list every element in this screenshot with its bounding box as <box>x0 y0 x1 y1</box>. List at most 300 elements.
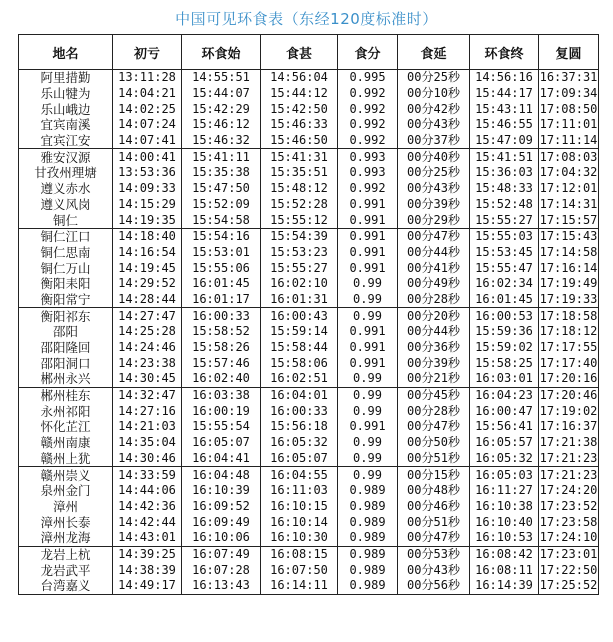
magnitude-cell: 0.991 <box>338 419 398 435</box>
table-row <box>19 324 599 340</box>
annular-start-cell: 16:02:40 <box>182 371 261 387</box>
duration-cell: 00分37秒 <box>398 133 470 149</box>
annular-start-cell: 16:01:17 <box>182 292 261 308</box>
duration-cell: 00分53秒 <box>398 546 470 562</box>
location-cell: 甘孜州理塘 <box>19 165 113 181</box>
annular-end-cell: 15:46:55 <box>470 117 539 133</box>
table-row <box>19 308 599 324</box>
annular-end-cell: 16:10:53 <box>470 530 539 546</box>
first-contact-cell: 14:18:40 <box>113 228 182 244</box>
location-cell: 泉州金门 <box>19 483 113 499</box>
first-contact-cell: 14:02:25 <box>113 101 182 117</box>
table-row <box>19 276 599 292</box>
magnitude-cell: 0.992 <box>338 117 398 133</box>
annular-end-cell: 16:08:42 <box>470 546 539 562</box>
last-contact-cell: 17:04:32 <box>539 165 598 180</box>
annular-start-cell: 16:09:49 <box>182 514 261 530</box>
annular-end-cell: 15:41:51 <box>470 149 539 165</box>
magnitude-cell: 0.989 <box>338 530 398 546</box>
annular-start-cell: 16:03:38 <box>182 387 261 403</box>
annular-start-cell: 15:57:46 <box>182 355 261 371</box>
duration-cell: 00分21秒 <box>398 371 470 387</box>
maximum-cell: 15:59:14 <box>261 324 338 340</box>
first-contact-cell: 13:11:28 <box>113 70 182 86</box>
annular-end-cell: 15:47:09 <box>470 133 539 149</box>
magnitude-cell: 0.99 <box>338 371 398 387</box>
table-body <box>19 70 599 595</box>
table-row <box>19 165 599 181</box>
table-row <box>19 101 599 117</box>
last-contact-cell: 17:20:46 <box>539 388 598 403</box>
table-row <box>19 133 599 149</box>
magnitude-cell: 0.99 <box>338 435 398 451</box>
annular-end-cell: 16:04:23 <box>470 387 539 403</box>
first-contact-cell: 14:21:03 <box>113 419 182 435</box>
last-contact-cell: 17:08:50 <box>539 101 598 116</box>
annular-end-cell: 15:48:33 <box>470 181 539 197</box>
last-contact-cell: 17:15:57 <box>539 212 598 227</box>
annular-start-cell: 16:04:41 <box>182 451 261 467</box>
annular-start-cell: 15:35:38 <box>182 165 261 181</box>
location-cell: 邵阳洞口 <box>19 355 113 371</box>
duration-cell: 00分49秒 <box>398 276 470 292</box>
annular-start-cell: 16:05:07 <box>182 435 261 451</box>
first-contact-header: 初亏 <box>113 35 182 70</box>
annular-start-cell: 16:00:33 <box>182 308 261 324</box>
table-row <box>19 181 599 197</box>
magnitude-cell: 0.992 <box>338 101 398 117</box>
last-contact-cell: 17:22:50 <box>539 562 598 577</box>
location-cell: 赣州上犹 <box>19 451 113 467</box>
table-row <box>19 546 599 562</box>
duration-cell: 00分41秒 <box>398 260 470 276</box>
eclipse-table <box>18 34 599 595</box>
last-contact-cell: 17:08:03 <box>539 149 598 164</box>
first-contact-cell: 14:16:54 <box>113 245 182 261</box>
annular-end-cell: 16:02:34 <box>470 276 539 292</box>
magnitude-cell: 0.99 <box>338 403 398 419</box>
magnitude-cell: 0.991 <box>338 245 398 261</box>
table-row <box>19 149 599 165</box>
maximum-cell: 16:07:50 <box>261 562 338 578</box>
duration-cell: 00分20秒 <box>398 308 470 324</box>
annular-start-cell: 16:09:52 <box>182 499 261 515</box>
annular-start-cell: 15:55:54 <box>182 419 261 435</box>
duration-cell: 00分25秒 <box>398 70 470 86</box>
annular-start-cell: 15:58:52 <box>182 324 261 340</box>
maximum-cell: 15:55:12 <box>261 212 338 228</box>
duration-header: 食延 <box>398 35 470 70</box>
magnitude-cell: 0.99 <box>338 467 398 483</box>
last-contact-cell: 17:23:52 <box>539 498 598 513</box>
annular-end-cell: 15:53:45 <box>470 245 539 261</box>
table-row <box>19 245 599 261</box>
maximum-cell: 15:35:51 <box>261 165 338 181</box>
table-row <box>19 467 599 483</box>
magnitude-cell: 0.991 <box>338 197 398 213</box>
first-contact-cell: 14:24:46 <box>113 340 182 356</box>
annular-end-cell: 16:05:57 <box>470 435 539 451</box>
maximum-cell: 16:02:10 <box>261 276 338 292</box>
duration-cell: 00分42秒 <box>398 101 470 117</box>
maximum-cell: 15:58:06 <box>261 355 338 371</box>
first-contact-cell: 14:27:47 <box>113 308 182 324</box>
location-cell: 阿里措勤 <box>19 70 113 86</box>
annular-start-cell: 16:07:28 <box>182 562 261 578</box>
table-row <box>19 340 599 356</box>
location-cell: 龙岩武平 <box>19 562 113 578</box>
location-cell: 宜宾江安 <box>19 133 113 149</box>
duration-cell: 00分46秒 <box>398 499 470 515</box>
duration-cell: 00分45秒 <box>398 387 470 403</box>
first-contact-cell: 14:32:47 <box>113 387 182 403</box>
duration-cell: 00分51秒 <box>398 514 470 530</box>
location-cell: 永州祁阳 <box>19 403 113 419</box>
last-contact-cell: 17:19:49 <box>539 276 598 291</box>
maximum-header: 食甚 <box>261 35 338 70</box>
location-cell: 遵义风岗 <box>19 197 113 213</box>
first-contact-cell: 14:44:06 <box>113 483 182 499</box>
table-row <box>19 403 599 419</box>
table-row <box>19 435 599 451</box>
first-contact-cell: 14:23:38 <box>113 355 182 371</box>
magnitude-cell: 0.992 <box>338 86 398 102</box>
duration-cell: 00分47秒 <box>398 530 470 546</box>
maximum-cell: 16:10:30 <box>261 530 338 546</box>
annular-end-cell: 16:05:32 <box>470 451 539 467</box>
maximum-cell: 15:56:18 <box>261 419 338 435</box>
first-contact-cell: 14:25:28 <box>113 324 182 340</box>
first-contact-cell: 14:19:45 <box>113 260 182 276</box>
annular-end-cell: 16:01:45 <box>470 292 539 308</box>
first-contact-cell: 14:00:41 <box>113 149 182 165</box>
magnitude-cell: 0.989 <box>338 546 398 562</box>
first-contact-cell: 14:15:29 <box>113 197 182 213</box>
annular-start-cell: 15:41:11 <box>182 149 261 165</box>
location-cell: 怀化芷江 <box>19 419 113 435</box>
maximum-cell: 16:08:15 <box>261 546 338 562</box>
last-contact-cell: 17:11:14 <box>539 133 598 148</box>
first-contact-cell: 14:29:52 <box>113 276 182 292</box>
maximum-cell: 16:11:03 <box>261 483 338 499</box>
last-contact-cell: 17:16:14 <box>539 260 598 275</box>
maximum-cell: 16:01:31 <box>261 292 338 308</box>
last-contact-cell: 17:15:43 <box>539 229 598 244</box>
duration-cell: 00分56秒 <box>398 578 470 594</box>
maximum-cell: 14:56:04 <box>261 70 338 86</box>
last-contact-cell: 17:21:23 <box>539 467 598 482</box>
first-contact-cell: 14:33:59 <box>113 467 182 483</box>
location-cell: 郴州永兴 <box>19 371 113 387</box>
first-contact-cell: 14:30:46 <box>113 451 182 467</box>
last-contact-cell: 17:21:38 <box>539 435 598 450</box>
annular-end-cell: 16:08:11 <box>470 562 539 578</box>
first-contact-cell: 14:07:41 <box>113 133 182 149</box>
table-row <box>19 117 599 133</box>
location-cell: 宜宾南溪 <box>19 117 113 133</box>
location-cell: 衡阳祁东 <box>19 308 113 324</box>
first-contact-cell: 14:30:45 <box>113 371 182 387</box>
table-row <box>19 562 599 578</box>
magnitude-header: 食分 <box>338 35 398 70</box>
annular-start-cell: 15:58:26 <box>182 340 261 356</box>
table-header-row <box>19 35 599 70</box>
annular-start-cell: 15:52:09 <box>182 197 261 213</box>
annular-end-cell: 15:58:25 <box>470 355 539 371</box>
table-row <box>19 483 599 499</box>
annular-end-cell: 16:00:53 <box>470 308 539 324</box>
maximum-cell: 15:54:39 <box>261 228 338 244</box>
duration-cell: 00分25秒 <box>398 165 470 181</box>
magnitude-cell: 0.989 <box>338 578 398 594</box>
magnitude-cell: 0.991 <box>338 212 398 228</box>
last-contact-cell: 17:21:23 <box>539 450 598 465</box>
location-cell: 铜仁思南 <box>19 245 113 261</box>
annular-start-cell: 16:10:06 <box>182 530 261 546</box>
maximum-cell: 16:02:51 <box>261 371 338 387</box>
annular-start-cell: 15:44:07 <box>182 86 261 102</box>
location-cell: 乐山峨边 <box>19 101 113 117</box>
last-contact-cell: 17:16:37 <box>539 419 598 434</box>
last-contact-cell: 17:18:58 <box>539 308 598 323</box>
duration-cell: 00分40秒 <box>398 149 470 165</box>
magnitude-cell: 0.99 <box>338 276 398 292</box>
location-cell: 赣州崇义 <box>19 467 113 483</box>
table-row <box>19 355 599 371</box>
last-contact-cell: 17:14:58 <box>539 244 598 259</box>
table-row <box>19 86 599 102</box>
magnitude-cell: 0.993 <box>338 165 398 181</box>
magnitude-cell: 0.99 <box>338 308 398 324</box>
maximum-cell: 15:52:28 <box>261 197 338 213</box>
magnitude-cell: 0.989 <box>338 499 398 515</box>
first-contact-cell: 14:35:04 <box>113 435 182 451</box>
magnitude-cell: 0.992 <box>338 133 398 149</box>
maximum-cell: 16:14:11 <box>261 578 338 594</box>
annular-start-cell: 15:47:50 <box>182 181 261 197</box>
last-contact-cell: 17:23:01 <box>539 546 598 561</box>
first-contact-cell: 14:49:17 <box>113 578 182 594</box>
maximum-cell: 16:05:32 <box>261 435 338 451</box>
annular-start-cell: 16:01:45 <box>182 276 261 292</box>
maximum-cell: 16:10:15 <box>261 499 338 515</box>
duration-cell: 00分43秒 <box>398 117 470 133</box>
maximum-cell: 15:44:12 <box>261 86 338 102</box>
annular-end-cell: 15:44:17 <box>470 86 539 102</box>
location-cell: 衡阳耒阳 <box>19 276 113 292</box>
table-row <box>19 371 599 387</box>
magnitude-cell: 0.991 <box>338 340 398 356</box>
maximum-cell: 16:05:07 <box>261 451 338 467</box>
first-contact-cell: 14:07:24 <box>113 117 182 133</box>
magnitude-cell: 0.993 <box>338 149 398 165</box>
annular-start-cell: 15:46:12 <box>182 117 261 133</box>
annular-start-cell: 16:00:19 <box>182 403 261 419</box>
duration-cell: 00分28秒 <box>398 292 470 308</box>
annular-end-cell: 15:56:41 <box>470 419 539 435</box>
annular-start-cell: 16:07:49 <box>182 546 261 562</box>
maximum-cell: 15:53:23 <box>261 245 338 261</box>
annular-end-cell: 16:03:01 <box>470 371 539 387</box>
location-cell: 台湾嘉义 <box>19 578 113 594</box>
annular-end-cell: 16:05:03 <box>470 467 539 483</box>
duration-cell: 00分48秒 <box>398 483 470 499</box>
duration-cell: 00分28秒 <box>398 403 470 419</box>
maximum-cell: 15:55:27 <box>261 260 338 276</box>
annular-start-cell: 16:04:48 <box>182 467 261 483</box>
magnitude-cell: 0.99 <box>338 387 398 403</box>
annular-end-cell: 16:00:47 <box>470 403 539 419</box>
magnitude-cell: 0.991 <box>338 260 398 276</box>
duration-cell: 00分47秒 <box>398 419 470 435</box>
magnitude-cell: 0.99 <box>338 292 398 308</box>
location-cell: 衡阳常宁 <box>19 292 113 308</box>
annular-end-cell: 14:56:16 <box>470 70 539 86</box>
duration-cell: 00分51秒 <box>398 451 470 467</box>
first-contact-cell: 14:42:44 <box>113 514 182 530</box>
annular-start-cell: 15:54:58 <box>182 212 261 228</box>
table-row <box>19 530 599 546</box>
location-cell: 遵义赤水 <box>19 181 113 197</box>
last-contact-cell: 17:18:12 <box>539 324 598 339</box>
table-row <box>19 197 599 213</box>
first-contact-cell: 14:09:33 <box>113 181 182 197</box>
annular-end-cell: 15:55:27 <box>470 212 539 228</box>
table-row <box>19 514 599 530</box>
maximum-cell: 15:46:33 <box>261 117 338 133</box>
magnitude-cell: 0.989 <box>338 562 398 578</box>
first-contact-cell: 14:28:44 <box>113 292 182 308</box>
location-cell: 郴州桂东 <box>19 387 113 403</box>
duration-cell: 00分10秒 <box>398 86 470 102</box>
location-cell: 铜仁万山 <box>19 260 113 276</box>
location-cell: 铜仁 <box>19 212 113 228</box>
annular-end-cell: 15:43:11 <box>470 101 539 117</box>
annular-end-cell: 15:55:47 <box>470 260 539 276</box>
magnitude-cell: 0.99 <box>338 451 398 467</box>
table-row <box>19 228 599 244</box>
last-contact-cell: 17:12:01 <box>539 181 598 196</box>
duration-cell: 00分44秒 <box>398 245 470 261</box>
last-contact-cell: 17:17:55 <box>539 340 598 355</box>
last-contact-cell: 17:19:33 <box>539 291 598 306</box>
location-cell: 漳州长泰 <box>19 514 113 530</box>
last-contact-cell: 17:19:02 <box>539 403 598 418</box>
annular-start-cell: 15:42:29 <box>182 101 261 117</box>
annular-start-cell: 15:46:32 <box>182 133 261 149</box>
table-row <box>19 260 599 276</box>
duration-cell: 00分47秒 <box>398 228 470 244</box>
last-contact-cell: 16:37:31 <box>539 70 598 85</box>
last-contact-cell: 17:20:16 <box>539 371 598 386</box>
maximum-cell: 15:58:44 <box>261 340 338 356</box>
location-cell: 铜仁江口 <box>19 228 113 244</box>
last-contact-cell: 17:17:40 <box>539 355 598 370</box>
location-cell: 漳州龙海 <box>19 530 113 546</box>
duration-cell: 00分39秒 <box>398 197 470 213</box>
maximum-cell: 16:00:33 <box>261 403 338 419</box>
maximum-cell: 16:00:43 <box>261 308 338 324</box>
maximum-cell: 15:48:12 <box>261 181 338 197</box>
table-row <box>19 70 599 86</box>
first-contact-cell: 14:43:01 <box>113 530 182 546</box>
annular-start-cell: 16:10:39 <box>182 483 261 499</box>
last-contact-cell: 17:24:10 <box>539 530 598 545</box>
table-row <box>19 451 599 467</box>
last-contact-header: 复圆 <box>539 35 599 70</box>
location-header: 地名 <box>19 35 113 70</box>
first-contact-cell: 14:42:36 <box>113 499 182 515</box>
maximum-cell: 15:41:31 <box>261 149 338 165</box>
table-row <box>19 578 599 594</box>
location-cell: 邵阳隆回 <box>19 340 113 356</box>
annular-start-cell: 14:55:51 <box>182 70 261 86</box>
location-cell: 雅安汉源 <box>19 149 113 165</box>
duration-cell: 00分15秒 <box>398 467 470 483</box>
magnitude-cell: 0.991 <box>338 228 398 244</box>
last-contact-cell: 17:14:31 <box>539 196 598 211</box>
magnitude-cell: 0.991 <box>338 324 398 340</box>
last-contact-cell: 17:23:58 <box>539 514 598 529</box>
magnitude-cell: 0.989 <box>338 514 398 530</box>
annular-start-cell: 15:53:01 <box>182 245 261 261</box>
maximum-cell: 16:04:55 <box>261 467 338 483</box>
location-cell: 乐山犍为 <box>19 86 113 102</box>
magnitude-cell: 0.989 <box>338 483 398 499</box>
annular-end-cell: 15:36:03 <box>470 165 539 181</box>
table-row <box>19 387 599 403</box>
first-contact-cell: 14:38:39 <box>113 562 182 578</box>
last-contact-cell: 17:24:20 <box>539 483 598 498</box>
first-contact-cell: 14:19:35 <box>113 212 182 228</box>
annular-end-cell: 15:52:48 <box>470 197 539 213</box>
first-contact-cell: 14:27:16 <box>113 403 182 419</box>
location-cell: 赣州南康 <box>19 435 113 451</box>
annular-end-cell: 15:59:36 <box>470 324 539 340</box>
duration-cell: 00分43秒 <box>398 181 470 197</box>
table-row <box>19 499 599 515</box>
table-row <box>19 212 599 228</box>
table-row <box>19 419 599 435</box>
duration-cell: 00分43秒 <box>398 562 470 578</box>
duration-cell: 00分44秒 <box>398 324 470 340</box>
annular-end-cell: 15:55:03 <box>470 228 539 244</box>
magnitude-cell: 0.995 <box>338 70 398 86</box>
page-title: 中国可见环食表（东经120度标准时） <box>175 10 438 28</box>
maximum-cell: 16:10:14 <box>261 514 338 530</box>
annular-end-cell: 16:10:40 <box>470 514 539 530</box>
table-row <box>19 292 599 308</box>
annular-end-cell: 16:11:27 <box>470 483 539 499</box>
maximum-cell: 15:46:50 <box>261 133 338 149</box>
magnitude-cell: 0.991 <box>338 355 398 371</box>
annular-start-header: 环食始 <box>182 35 261 70</box>
first-contact-cell: 14:04:21 <box>113 86 182 102</box>
annular-start-cell: 15:54:16 <box>182 228 261 244</box>
maximum-cell: 16:04:01 <box>261 387 338 403</box>
first-contact-cell: 13:53:36 <box>113 165 182 181</box>
magnitude-cell: 0.992 <box>338 181 398 197</box>
maximum-cell: 15:42:50 <box>261 101 338 117</box>
last-contact-cell: 17:09:34 <box>539 86 598 101</box>
location-cell: 邵阳 <box>19 324 113 340</box>
last-contact-cell: 17:25:52 <box>539 578 598 593</box>
duration-cell: 00分39秒 <box>398 355 470 371</box>
location-cell: 龙岩上杭 <box>19 546 113 562</box>
annular-start-cell: 15:55:06 <box>182 260 261 276</box>
annular-end-cell: 16:10:38 <box>470 499 539 515</box>
annular-end-header: 环食终 <box>470 35 539 70</box>
